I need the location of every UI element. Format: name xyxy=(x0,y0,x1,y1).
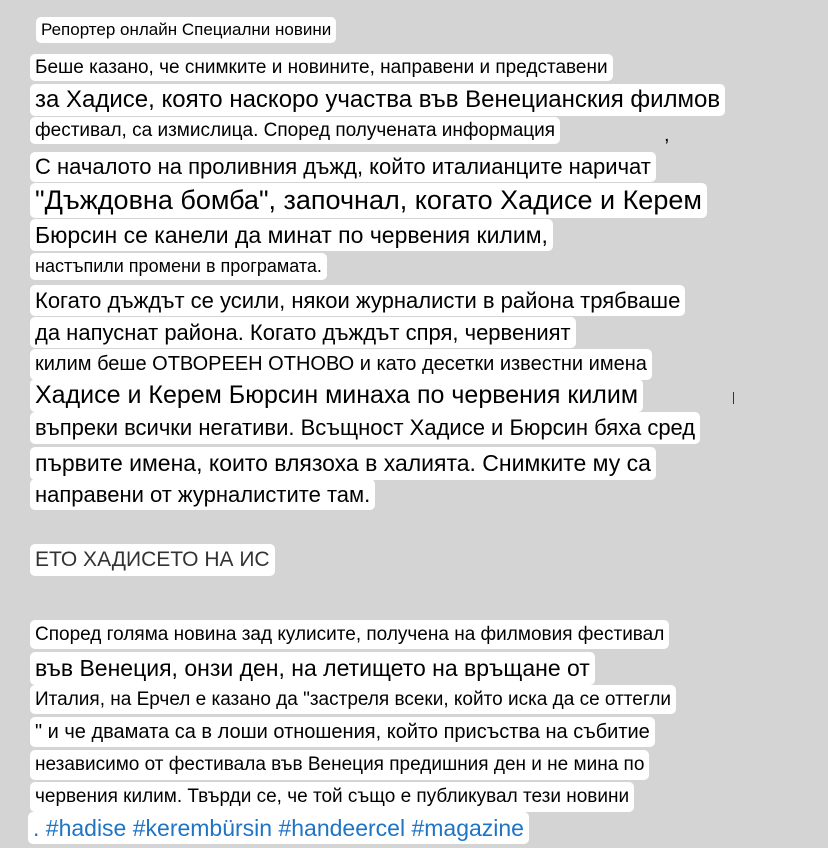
paragraph4-line: Италия, на Ерчел е казано да "застреля всеки, който иска да се оттегли xyxy=(30,685,676,714)
paragraph3-line: направени от журналистите там. xyxy=(30,479,375,510)
paragraph3-line: въпреки всички негативи. Всъщност Хадисе и Бюрсин бяха сред xyxy=(30,412,700,444)
paragraph4-line: " и че двамата са в лоши отношения, който присъства на събитие xyxy=(30,717,655,747)
paragraph2-line: С началото на проливния дъжд, който италианците наричат xyxy=(30,152,656,182)
paragraph4-line: във Венеция, онзи ден, на летището на връщане от xyxy=(30,652,595,685)
paragraph3-line: първите имена, които влязоха в халията. Снимките му са xyxy=(30,447,656,480)
paragraph3-line: килим беше ОТВОРЕЕН ОТНОВО и като десетки известни имена xyxy=(30,349,652,380)
paragraph3-line: Когато дъждът се усили, някои журналисти в района трябваше xyxy=(30,285,685,316)
paragraph2-line: настъпили промени в програмата. xyxy=(30,253,327,280)
paragraph2-line: "Дъждовна бомба", започнал, когато Хадисе и Керем xyxy=(30,183,707,218)
paragraph4-line: Според голяма новина зад кулисите, получена на филмовия фестивал xyxy=(30,620,669,649)
subheading: ЕТО ХАДИСЕТО НА ИС xyxy=(30,544,275,576)
header-label: Репортер онлайн Специални новини xyxy=(36,17,336,43)
paragraph3-line: Хадисе и Керем Бюрсин минаха по червения килим xyxy=(30,379,643,412)
text-cursor xyxy=(733,392,734,404)
paragraph4-line: червения килим. Твърди се, че той също е публикувал тези новини xyxy=(30,782,634,812)
paragraph1-line: Беше казано, че снимките и новините, направени и представени xyxy=(30,54,613,81)
paragraph2-line: Бюрсин се канели да минат по червения килим, xyxy=(30,219,553,251)
paragraph3-line: да напуснат района. Когато дъждът спря, червеният xyxy=(30,317,576,348)
paragraph4-line: независимо от фестивала във Венеция предишния ден и не мина по xyxy=(30,750,649,780)
paragraph1-line: фестивал, са измислица. Според получената информация xyxy=(30,117,560,144)
stray-comma: , xyxy=(664,124,670,146)
hashtags-link[interactable]: . #hadise #kerembürsin #handeercel #magazine xyxy=(28,812,529,844)
paragraph1-line: за Хадисе, която наскоро участва във Венецианския филмов xyxy=(30,84,725,116)
